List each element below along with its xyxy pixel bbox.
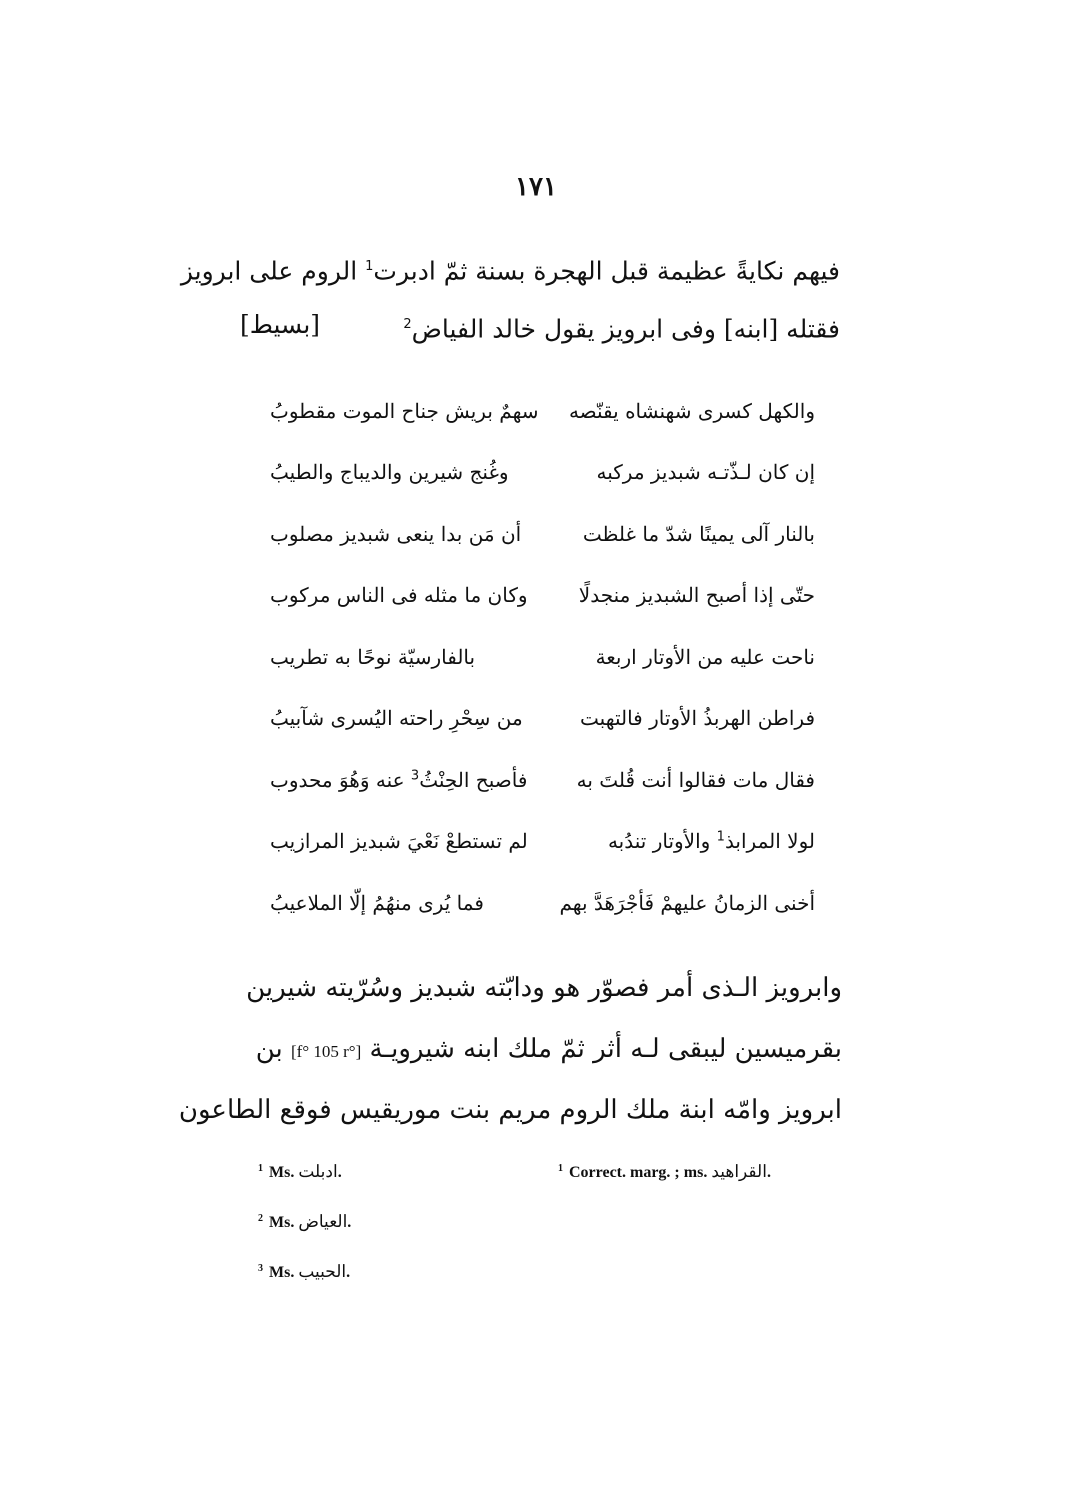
hemistich-left: أن مَن بدا ينعى شبديز مصلوب — [270, 521, 522, 546]
footnote — [258, 1262, 350, 1282]
closing-line-2 — [238, 1019, 842, 1080]
intro-text: فيهم نكايةً عظيمة قبل الهجرة بسنة ثمّ ادبرت — [373, 256, 840, 286]
footnote-end: . — [347, 1214, 352, 1231]
verse — [270, 626, 815, 688]
verse — [270, 872, 815, 934]
closing-line-1: وابرويز الـذى أمر فصوّر هو ودابّته شبديز وسُرّيته شيرين — [246, 973, 842, 1003]
intro-text: فقتله [ابنه] وفى ابرويز يقول خالد الفياض — [411, 314, 840, 344]
footnote-end: . — [346, 1264, 351, 1281]
footnote-label: Ms. — [269, 1164, 295, 1181]
footnote-label: Ms. — [269, 1214, 295, 1231]
footnote-end: . — [337, 1164, 342, 1181]
hemistich-left: فما يُرى منهُمُ إلّا الملاعيبُ — [270, 890, 484, 915]
footnote — [258, 1162, 342, 1182]
intro-paragraph — [180, 238, 840, 354]
intro-text-2 — [403, 296, 840, 354]
hemistich-left: من سِحْرِ راحته اليُسرى شآبيبُ — [270, 706, 523, 731]
footnote-arabic: القراهيد — [711, 1162, 767, 1182]
hemistich-left: سهمٌ بريش جناح الموت مقطوبُ — [270, 398, 539, 423]
closing-text: بقرميسين ليبقى لـه أثر ثمّ ملك ابنه شيرويـة — [369, 1034, 842, 1064]
hemistich-right: فقال مات فقالوا أنت قُلتَ به — [576, 767, 815, 792]
verse — [270, 565, 815, 627]
hemistich-left — [270, 768, 527, 792]
footnote-end: . — [766, 1164, 771, 1181]
closing-line-3: ابرويز وامّه ابنة ملك الروم مريم بنت موريقيس فوقع الطاعون — [178, 1095, 842, 1125]
footnote-arabic: الحبيب — [298, 1262, 347, 1282]
footnote-arabic: العياض — [298, 1212, 348, 1232]
verse — [270, 749, 815, 811]
verse — [270, 380, 815, 442]
footnote — [558, 1162, 771, 1182]
hemistich-right: أخنى الزمانُ عليهمْ فَأجْرَهَدَّ بهم — [559, 890, 815, 915]
hemistich-text: لولا المرابذ — [724, 829, 815, 854]
hemistich-right: بالنار آلى يمينًا شدّ ما غلظت — [582, 521, 815, 546]
hemistich-right: إن كان لـذّتـه شبديز مركبه — [596, 460, 815, 485]
footnote-label: Correct. marg. ; ms. — [569, 1164, 708, 1181]
footnote-number: 1 — [558, 1162, 563, 1174]
closing-paragraph — [178, 958, 842, 1141]
hemistich-text: فأصبح الحِنْثُ — [419, 767, 528, 792]
footnote-ref: 2 — [403, 317, 412, 332]
poem — [270, 380, 815, 934]
verse — [270, 811, 815, 873]
hemistich-right — [608, 829, 815, 853]
footnote-arabic: ادبلت — [298, 1162, 338, 1182]
footnote-number: 3 — [258, 1262, 263, 1274]
verse — [270, 442, 815, 504]
footnote — [258, 1212, 351, 1232]
meter-label: [بسيط] — [240, 310, 321, 339]
intro-text: الروم على ابرويز — [180, 256, 366, 286]
footnote-label: Ms. — [269, 1264, 295, 1281]
hemistich-left: لم تستطعْ نَعْيَ شبديز المرازيب — [270, 829, 528, 854]
footnote-ref: 1 — [365, 259, 374, 274]
verse — [270, 503, 815, 565]
hemistich-left: وغُنج شيرين والديباج والطيبُ — [270, 460, 509, 485]
hemistich-left: بالفارسيّة نوحًا به تطريب — [270, 644, 476, 669]
footnote-ref: 1 — [716, 829, 725, 845]
hemistich-right: ناحت عليه من الأوتار اربعة — [595, 644, 815, 669]
closing-text: بن — [255, 1034, 292, 1064]
verse — [270, 688, 815, 750]
hemistich-right: فراطن الهربذُ الأوتار فالتهبت — [580, 706, 815, 731]
hemistich-right: والكهل كسرى شهنشاه يقنّصه — [568, 398, 815, 423]
hemistich-text: عنه وَهُوَ محدوب — [270, 767, 411, 792]
footnote-number: 1 — [258, 1162, 263, 1174]
intro-line-1 — [180, 238, 840, 296]
hemistich-text: والأوتار تندُبه — [607, 829, 717, 854]
footnote-ref: 3 — [410, 768, 420, 784]
footnote-number: 2 — [258, 1212, 263, 1224]
intro-line-2 — [240, 296, 840, 354]
hemistich-right: حتّى إذا أصبح الشبديز منجدلًا — [578, 583, 815, 608]
folio-marker: [f° 105 r°] — [291, 1042, 362, 1061]
hemistich-left: وكان ما مثله فى الناس مركوب — [270, 583, 528, 608]
page-number: ١٧١ — [515, 172, 557, 202]
